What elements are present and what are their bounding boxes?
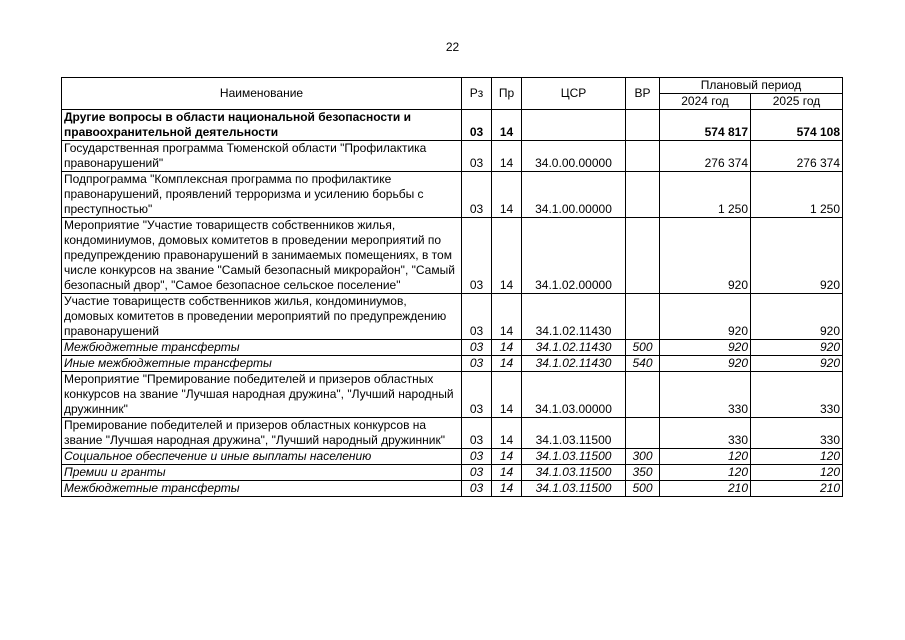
table-row xyxy=(62,372,843,418)
table-row xyxy=(62,418,843,449)
table-row xyxy=(62,356,843,372)
row-name: Иные межбюджетные трансферты xyxy=(62,356,462,372)
row-pr: 14 xyxy=(492,218,522,294)
row-amount-2024: 574 817 xyxy=(660,110,751,141)
row-pr: 14 xyxy=(492,449,522,465)
table-row xyxy=(62,294,843,340)
row-name: Мероприятие "Участие товариществ собственников жилья, кондоминиумов, домовых комитетов в проведении мероприятий по предупреждению правонарушений в занимаемых помещениях, в том числе конкурсов на звание "Самый безопасный микрорайон", "Самый безопасный двор", "Самое безопасное сельское поселение" xyxy=(62,218,462,294)
row-csr: 34.1.02.11430 xyxy=(522,356,626,372)
row-rz: 03 xyxy=(462,340,492,356)
table-row xyxy=(62,340,843,356)
header-vr: ВР xyxy=(626,78,660,110)
row-amount-2024: 920 xyxy=(660,294,751,340)
row-name: Межбюджетные трансферты xyxy=(62,481,462,497)
row-vr: 500 xyxy=(626,481,660,497)
row-name: Мероприятие "Премирование победителей и призеров областных конкурсов на звание "Лучшая народная дружина", "Лучший народный дружинник" xyxy=(62,372,462,418)
row-pr: 14 xyxy=(492,110,522,141)
row-pr: 14 xyxy=(492,340,522,356)
row-pr: 14 xyxy=(492,481,522,497)
row-amount-2025: 920 xyxy=(751,356,843,372)
row-csr: 34.1.03.00000 xyxy=(522,372,626,418)
row-name: Межбюджетные трансферты xyxy=(62,340,462,356)
table-row xyxy=(62,141,843,172)
row-vr xyxy=(626,294,660,340)
row-rz: 03 xyxy=(462,110,492,141)
row-amount-2024: 920 xyxy=(660,340,751,356)
row-vr: 540 xyxy=(626,356,660,372)
row-amount-2024: 330 xyxy=(660,418,751,449)
table-row xyxy=(62,449,843,465)
row-amount-2024: 920 xyxy=(660,356,751,372)
header-rz: Рз xyxy=(462,78,492,110)
row-csr: 34.1.03.11500 xyxy=(522,418,626,449)
row-amount-2024: 276 374 xyxy=(660,141,751,172)
row-amount-2025: 920 xyxy=(751,218,843,294)
row-csr: 34.1.02.00000 xyxy=(522,218,626,294)
row-amount-2024: 920 xyxy=(660,218,751,294)
row-amount-2025: 120 xyxy=(751,449,843,465)
row-name: Социальное обеспечение и иные выплаты населению xyxy=(62,449,462,465)
row-amount-2025: 120 xyxy=(751,465,843,481)
row-name: Государственная программа Тюменской области "Профилактика правонарушений" xyxy=(62,141,462,172)
row-rz: 03 xyxy=(462,481,492,497)
row-csr: 34.1.02.11430 xyxy=(522,340,626,356)
header-name: Наименование xyxy=(62,78,462,110)
row-vr xyxy=(626,372,660,418)
header-year-2024: 2024 год xyxy=(660,94,751,110)
row-rz: 03 xyxy=(462,356,492,372)
row-name: Премии и гранты xyxy=(62,465,462,481)
row-pr: 14 xyxy=(492,418,522,449)
row-amount-2024: 120 xyxy=(660,449,751,465)
header-pr: Пр xyxy=(492,78,522,110)
header-csr: ЦСР xyxy=(522,78,626,110)
header-year-2025: 2025 год xyxy=(751,94,843,110)
row-amount-2025: 276 374 xyxy=(751,141,843,172)
row-amount-2025: 330 xyxy=(751,372,843,418)
row-rz: 03 xyxy=(462,172,492,218)
row-csr: 34.0.00.00000 xyxy=(522,141,626,172)
row-rz: 03 xyxy=(462,465,492,481)
row-vr xyxy=(626,141,660,172)
budget-table xyxy=(61,77,843,497)
row-amount-2025: 574 108 xyxy=(751,110,843,141)
row-csr: 34.1.00.00000 xyxy=(522,172,626,218)
row-name: Участие товариществ собственников жилья, кондоминиумов, домовых комитетов в проведении мероприятий по предупреждению правонарушений xyxy=(62,294,462,340)
row-vr: 350 xyxy=(626,465,660,481)
table-row xyxy=(62,110,843,141)
row-name: Подпрограмма "Комплексная программа по профилактике правонарушений, проявлений терроризма и усилению борьбы с преступностью" xyxy=(62,172,462,218)
row-pr: 14 xyxy=(492,141,522,172)
row-vr: 500 xyxy=(626,340,660,356)
row-rz: 03 xyxy=(462,218,492,294)
row-vr xyxy=(626,418,660,449)
table-row xyxy=(62,172,843,218)
header-planned-period: Плановый период xyxy=(660,78,843,94)
row-amount-2025: 920 xyxy=(751,340,843,356)
row-rz: 03 xyxy=(462,418,492,449)
row-amount-2025: 920 xyxy=(751,294,843,340)
row-pr: 14 xyxy=(492,172,522,218)
row-rz: 03 xyxy=(462,294,492,340)
row-amount-2024: 1 250 xyxy=(660,172,751,218)
row-rz: 03 xyxy=(462,372,492,418)
row-rz: 03 xyxy=(462,141,492,172)
table-row xyxy=(62,481,843,497)
row-pr: 14 xyxy=(492,465,522,481)
row-amount-2024: 330 xyxy=(660,372,751,418)
row-vr xyxy=(626,172,660,218)
row-csr: 34.1.03.11500 xyxy=(522,449,626,465)
row-amount-2024: 120 xyxy=(660,465,751,481)
page-number: 22 xyxy=(445,40,460,54)
row-amount-2025: 330 xyxy=(751,418,843,449)
row-csr: 34.1.03.11500 xyxy=(522,465,626,481)
table-row xyxy=(62,465,843,481)
row-vr xyxy=(626,218,660,294)
row-amount-2025: 210 xyxy=(751,481,843,497)
row-amount-2025: 1 250 xyxy=(751,172,843,218)
row-rz: 03 xyxy=(462,449,492,465)
row-vr xyxy=(626,110,660,141)
row-csr: 34.1.03.11500 xyxy=(522,481,626,497)
row-pr: 14 xyxy=(492,294,522,340)
row-pr: 14 xyxy=(492,372,522,418)
row-vr: 300 xyxy=(626,449,660,465)
row-amount-2024: 210 xyxy=(660,481,751,497)
row-name: Другие вопросы в области национальной безопасности и правоохранительной деятельности xyxy=(62,110,462,141)
table-row xyxy=(62,218,843,294)
row-csr: 34.1.02.11430 xyxy=(522,294,626,340)
row-name: Премирование победителей и призеров областных конкурсов на звание "Лучшая народная дружина", "Лучший народный дружинник" xyxy=(62,418,462,449)
row-pr: 14 xyxy=(492,356,522,372)
row-csr xyxy=(522,110,626,141)
